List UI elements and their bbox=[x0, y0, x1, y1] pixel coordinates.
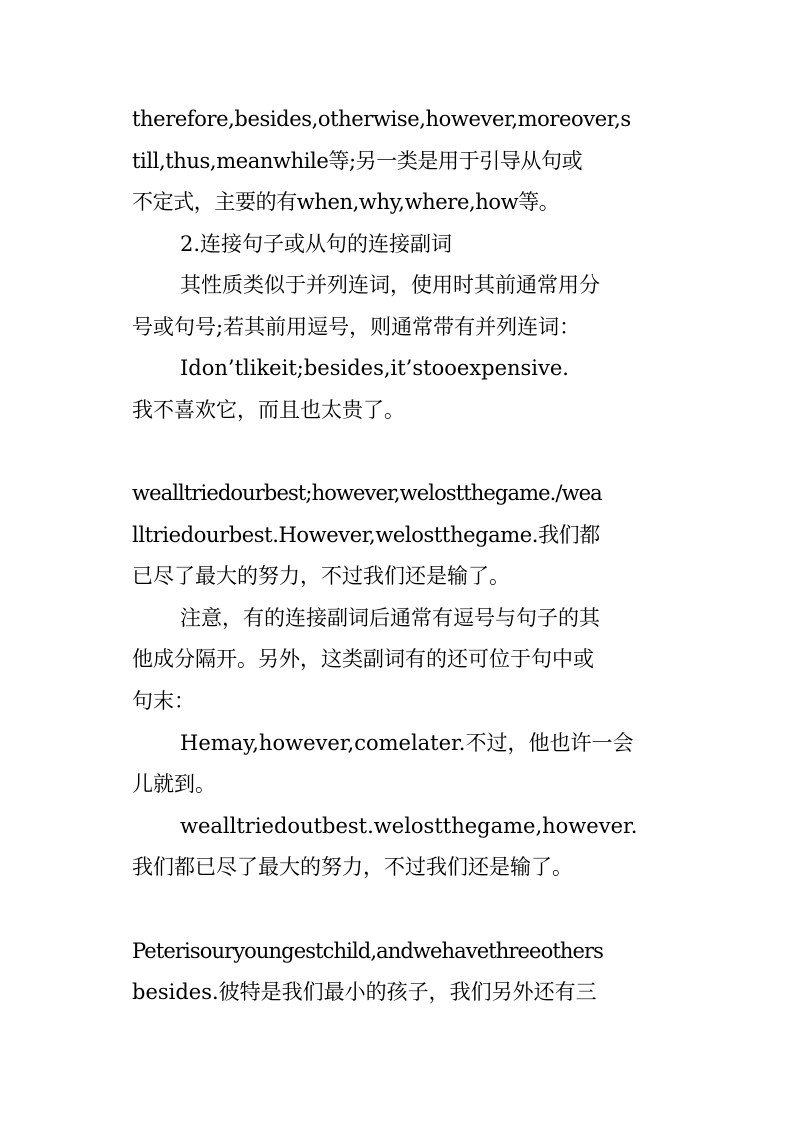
example-sentence: Idon’tlikeit;besides,it’stooexpensive. bbox=[180, 356, 569, 380]
text-line: till,thus,meanwhile等;另一类是用于引导从句或 bbox=[132, 149, 583, 173]
text-line: 不定式，主要的有when,why,where,how等。 bbox=[132, 190, 560, 214]
text-line: 他成分隔开。另外，这类副词有的还可位于句中或 bbox=[132, 647, 594, 671]
example-sentence: Peterisouryoungestchild,andwehavethreeothers bbox=[132, 939, 604, 963]
example-sentence: Hemay,however,comelater.不过，他也许一会 bbox=[180, 731, 634, 755]
example-sentence: lltriedourbest.However,welostthegame.我们都 bbox=[132, 523, 600, 547]
example-sentence: wealltriedoutbest.welostthegame,however. bbox=[180, 814, 638, 838]
translation-line: 已尽了最大的努力，不过我们还是输了。 bbox=[132, 564, 510, 588]
example-sentence: wealltriedourbest;however,welostthegame./wea bbox=[132, 481, 602, 505]
text-line: 其性质类似于并列连词，使用时其前通常用分 bbox=[180, 273, 600, 297]
section-heading: 2.连接句子或从句的连接副词 bbox=[180, 232, 453, 256]
text-line: 号或句号;若其前用逗号，则通常带有并列连词： bbox=[132, 315, 581, 339]
text-line: therefore,besides,otherwise,however,moreover,s bbox=[132, 107, 631, 131]
text-line: 句末： bbox=[132, 689, 195, 713]
text-line: 注意，有的连接副词后通常有逗号与句子的其 bbox=[180, 606, 600, 630]
example-sentence: besides.彼特是我们最小的孩子，我们另外还有三 bbox=[132, 980, 597, 1004]
translation-line: 儿就到。 bbox=[132, 772, 216, 796]
translation-line: 我们都已尽了最大的努力，不过我们还是输了。 bbox=[132, 855, 573, 879]
translation-line: 我不喜欢它，而且也太贵了。 bbox=[132, 398, 405, 422]
